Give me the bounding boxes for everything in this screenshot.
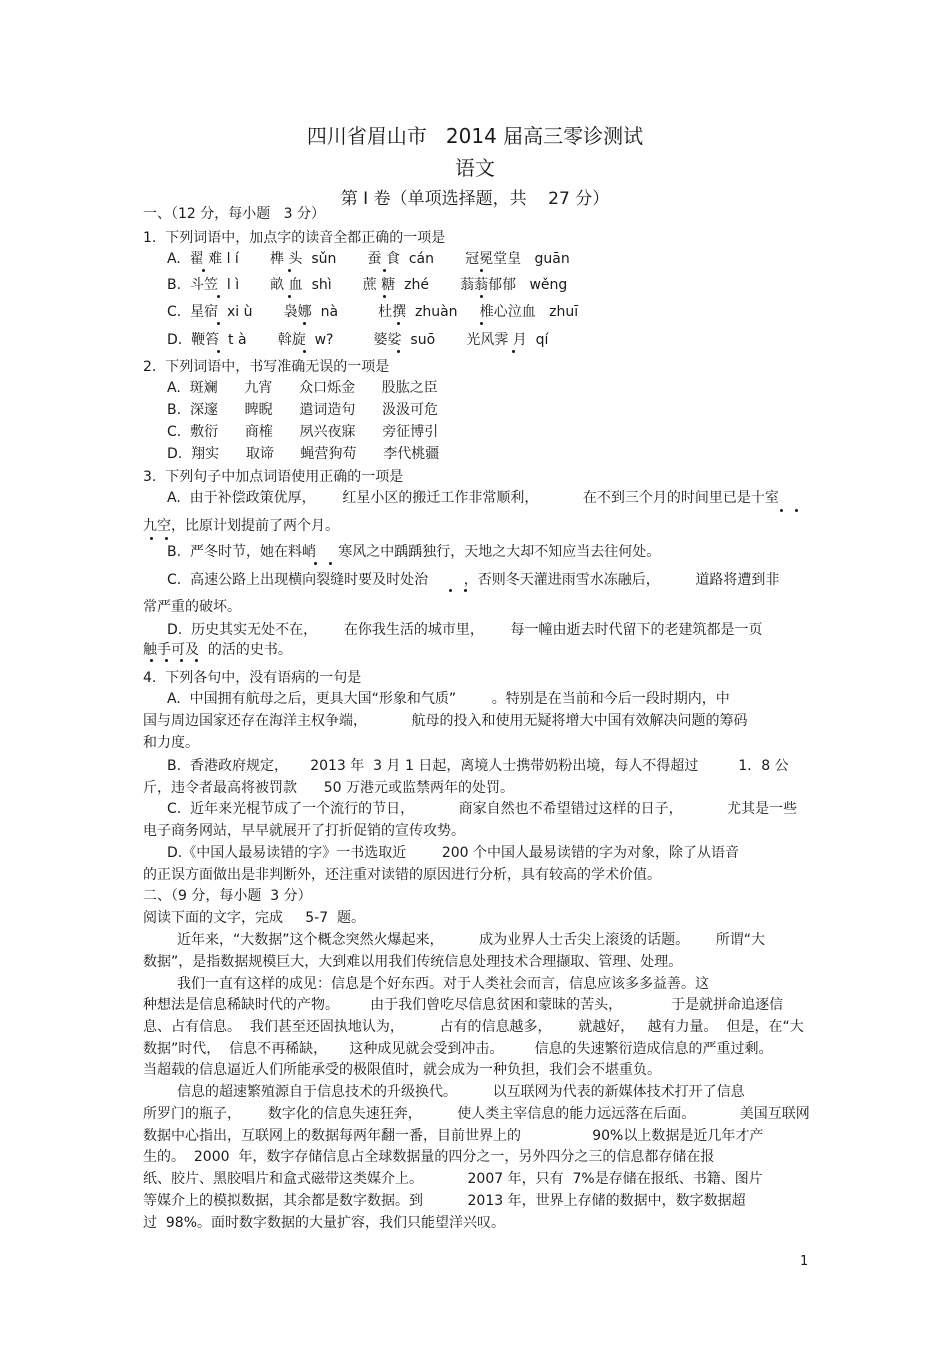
part-title: 第 I 卷（单项选择题，共 27 分） [340,189,610,209]
text-line: C. 敷衍 商榷 夙兴夜寐 旁征博引 [167,424,439,440]
text-line: 等媒介上的模拟数据，其余都是数字数据。到 2013 年，世界上存储的数据中，数字数据超 [143,1193,746,1209]
text-line: 数据中心指出，互联网上的数据每两年翻一番，目前世界上的 90%以上数据是近几年才产 [143,1128,764,1144]
text-line: 信息的超速繁殖源自于信息技术的升级换代。 以互联网为代表的新媒体技术打开了信息 [177,1084,745,1100]
text-line: 二、（9 分，每小题 3 分） [143,888,312,904]
text-line: 触手可及 的活的史书。 [143,642,292,658]
text-line: 的正误方面做出是非判断外，还注重对读错的原因进行分析，具有较高的学术价值。 [143,867,661,883]
text-line: C. 近年来光棍节成了一个流行的节日， 商家自然也不希望错过这样的日子， 尤其是一些 [167,801,798,817]
text-line: C. 星宿 xi ù 袅娜 nà 杜撰 zhuàn 椎心泣血 zhuī [167,304,579,320]
text-line: 息、占有信息。 我们甚至还固执地认为， 占有的信息越多， 就越好， 越有力量。 但是，在“大 [143,1019,804,1035]
text-line: 一、（12 分，每小题 3 分） [143,206,325,222]
text-line: C. 高速公路上出现横向裂缝时要及时处治 ，否则冬天灌进雨雪水冻融后， 道路将遭到非 [167,572,780,588]
text-line: A. 中国拥有航母之后，更具大国“形象和气质” 。特别是在当前和今后一段时期内，中 [167,691,730,707]
subject-title: 语文 [455,156,495,180]
text-line: 3. 下列句子中加点词语使用正确的一项是 [143,469,404,485]
text-line: A. 由于补偿政策优厚， 红星小区的搬迁工作非常顺利， 在不到三个月的时间里已是十室 [167,490,779,506]
text-line: 4. 下列各句中，没有语病的一句是 [143,670,362,686]
text-line: 阅读下面的文字，完成 5-7 题。 [143,910,366,926]
text-line: 斤，违令者最高将被罚款 50 万港元或监禁两年的处罚。 [143,780,514,796]
text-line: B. 深邃 睥睨 遣词造句 汲汲可危 [167,402,439,418]
text-line: B. 斗笠 l ì 畝 血 shì 蔗 糖 zhé 蓊蓊郁郁 wěng [167,277,568,293]
text-line: 常严重的破坏。 [143,599,241,615]
text-line: 数据”，是指数据规模巨大，大到难以用我们传统信息处理技术合理撷取、管理、处理。 [143,954,683,970]
text-line: 2. 下列词语中，书写准确无误的一项是 [143,359,390,375]
text-line: D. 历史其实无处不在， 在你我生活的城市里， 每一幢由逝去时代留下的老建筑都是一页 [167,622,763,638]
text-line: D. 鞭笞 t à 斡旋 w? 婆娑 suō 光风霁 月 qí [167,332,549,348]
text-line: 九空，比原计划提前了两个月。 [143,518,339,534]
text-line: 种想法是信息稀缺时代的产物。 由于我们曾吃尽信息贫困和蒙昧的苦头， 于是就拼命追逐信 [143,997,784,1013]
text-line: 纸、胶片、黑胶唱片和盒式磁带这类媒介上。 2007 年，只有 7%是存储在报纸、书籍、图片 [143,1171,763,1187]
page-number: 1 [800,1254,809,1269]
text-line: A. 斑斓 九宵 众口烁金 股肱之臣 [167,380,438,396]
text-line: D. 翔实 取谛 蝇营狗苟 李代桃疆 [167,446,440,462]
text-line: 1. 下列词语中，加点字的读音全都正确的一项是 [143,230,446,246]
text-line: B. 香港政府规定， 2013 年 3 月 1 日起，离境人士携带奶粉出境，每人不得超过 1．8 公 [167,758,789,774]
text-line: 所罗门的瓶子， 数字化的信息失速狂奔， 使人类主宰信息的能力远远落在后面。 美国互联网 [143,1106,810,1122]
text-line: D.《中国人最易读错的字》一书选取近 200 个中国人最易读错的字为对象，除了从语音 [167,845,740,861]
text-line: 我们一直有这样的成见：信息是个好东西。对于人类社会而言，信息应该多多益善。这 [177,976,709,992]
text-line: 国与周边国家还存在海洋主权争端， 航母的投入和使用无疑将增大中国有效解决问题的筹码 [143,713,748,729]
text-line: 生的。 2000 年，数字存储信息占全球数据量的四分之一，另外四分之三的信息都存储在报 [143,1149,715,1165]
text-line: 当超载的信息逼近人们所能承受的极限值时，就会成为一种负担，我们会不堪重负。 [143,1062,661,1078]
exam-title: 四川省眉山市 2014 届高三零诊测试 [306,124,644,148]
text-line: 和力度。 [143,735,199,751]
text-line: 电子商务网站，早早就展开了打折促销的宣传攻势。 [143,823,465,839]
text-line: 数据”时代， 信息不再稀缺， 这种成见就会受到冲击。 信息的失速繁衍造成信息的严重过剩。 [143,1041,773,1057]
text-line: 近年来，“大数据”这个概念突然火爆起来， 成为业界人士舌尖上滚烫的话题。 所谓“大 [177,932,766,948]
text-line: B. 严冬时节，她在料峭 寒风之中踽踽独行，天地之大却不知应当去往何处。 [167,544,661,560]
text-line: A. 翟 难 l í 榫 头 sǔn 蚕 食 cán 冠冕堂皇 guān [167,251,570,267]
text-line: 过 98%。面时数字数据的大量扩容，我们只能望洋兴叹。 [143,1215,506,1231]
